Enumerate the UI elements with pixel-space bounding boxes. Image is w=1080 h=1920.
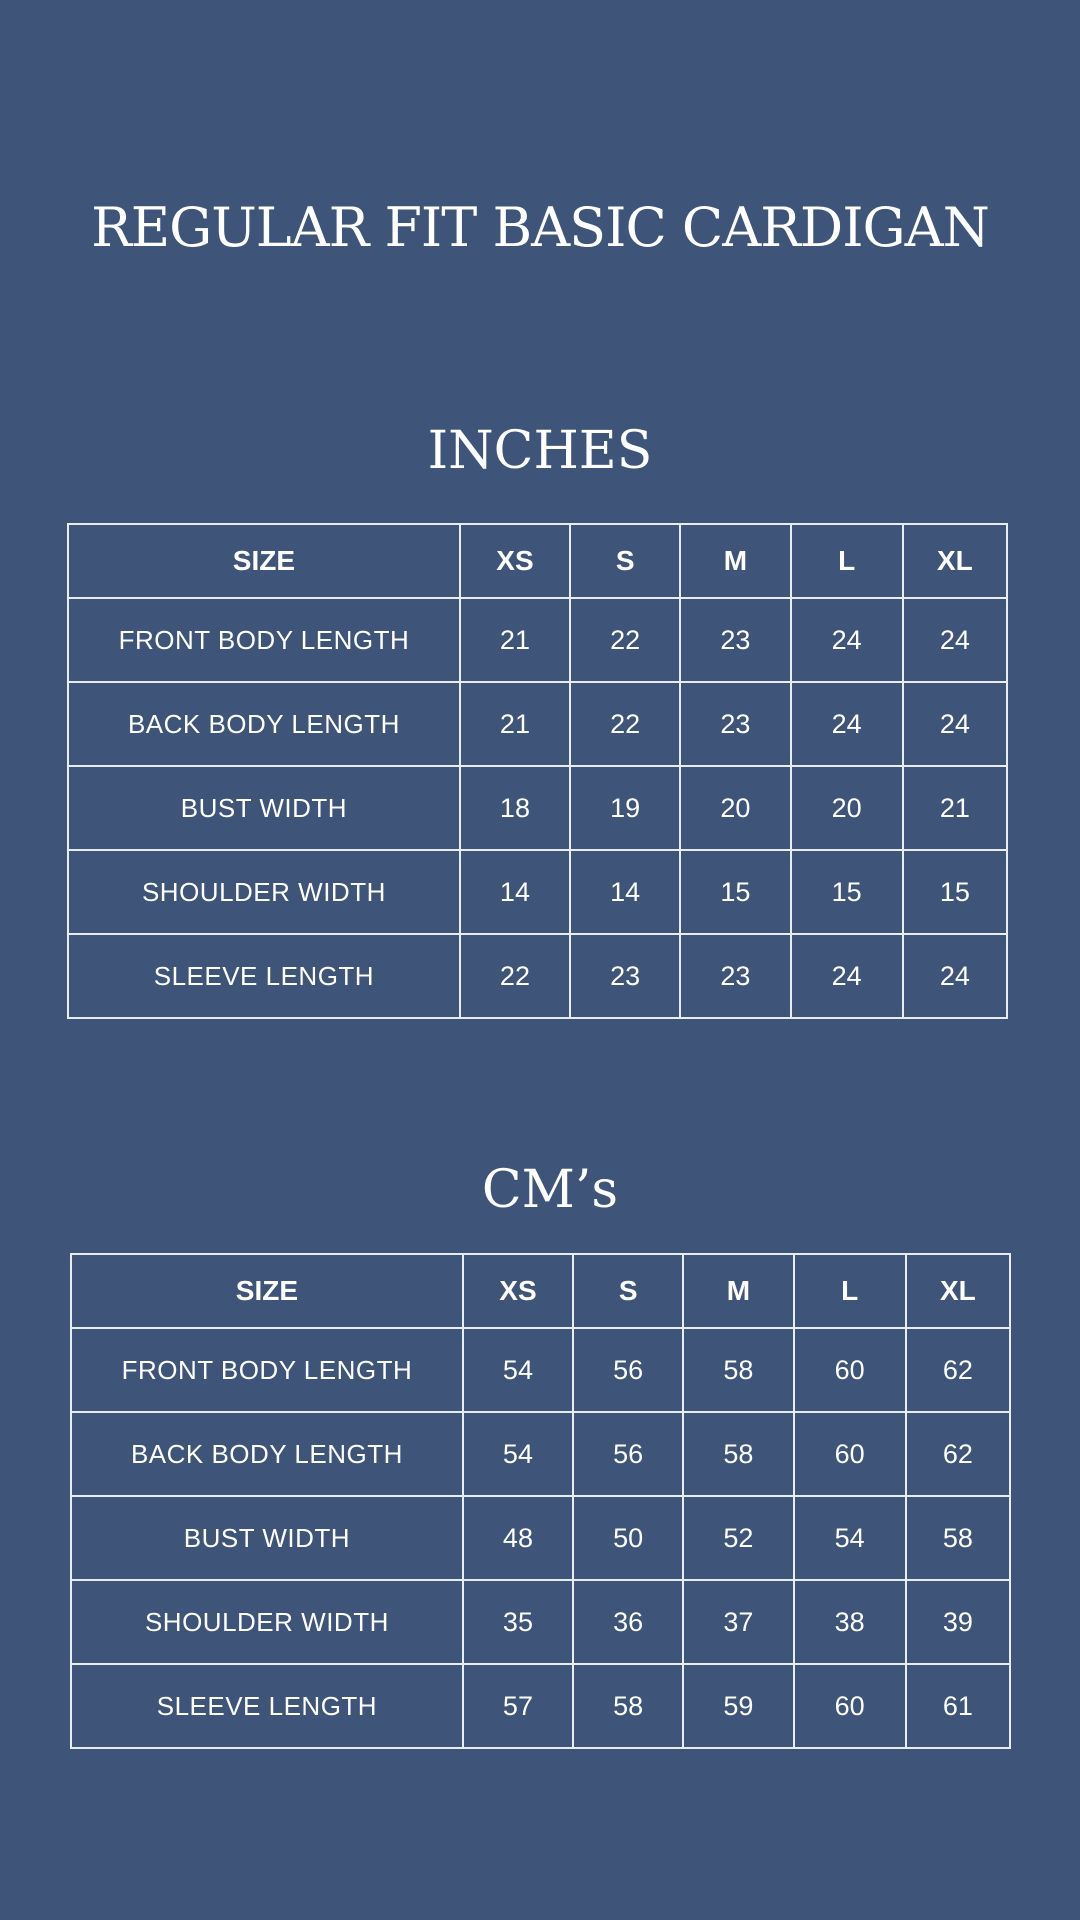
table-cell: 15 [791,850,903,934]
column-header-l: L [794,1254,906,1328]
table-cell: 21 [903,766,1007,850]
table-cell: 56 [573,1412,683,1496]
measurement-label: SHOULDER WIDTH [71,1580,463,1664]
table-cell: 37 [683,1580,793,1664]
table-cell: 60 [794,1412,906,1496]
table-cell: 61 [906,1664,1010,1748]
table-cell: 39 [906,1580,1010,1664]
table-cell: 36 [573,1580,683,1664]
table-row [71,1580,1010,1664]
table-cell: 35 [463,1580,573,1664]
measurement-label: SHOULDER WIDTH [68,850,460,934]
table-cell: 52 [683,1496,793,1580]
table-cell: 23 [680,934,790,1018]
table-cell: 48 [463,1496,573,1580]
table-cell: 14 [570,850,680,934]
table-cell: 23 [570,934,680,1018]
column-header-s: S [570,524,680,598]
column-header-l: L [791,524,903,598]
column-header-xs: XS [460,524,570,598]
table-cell: 54 [463,1328,573,1412]
table-row [71,1664,1010,1748]
inches-size-table [67,523,1008,1019]
table-row [68,598,1007,682]
table-header-row [68,524,1007,598]
column-header-m: M [683,1254,793,1328]
table-row [68,766,1007,850]
table-cell: 21 [460,598,570,682]
table-row [71,1496,1010,1580]
table-cell: 56 [573,1328,683,1412]
table-cell: 20 [680,766,790,850]
table-cell: 22 [570,682,680,766]
table-cell: 23 [680,682,790,766]
column-header-s: S [573,1254,683,1328]
centimeters-size-table [70,1253,1011,1749]
table-cell: 58 [906,1496,1010,1580]
column-header-xs: XS [463,1254,573,1328]
measurement-label: SLEEVE LENGTH [68,934,460,1018]
measurement-label: SLEEVE LENGTH [71,1664,463,1748]
table-row [68,934,1007,1018]
table-cell: 58 [683,1412,793,1496]
column-header-m: M [680,524,790,598]
table-cell: 18 [460,766,570,850]
table-cell: 54 [463,1412,573,1496]
table-cell: 60 [794,1664,906,1748]
table-cell: 57 [463,1664,573,1748]
column-header-size: SIZE [68,524,460,598]
measurement-label: FRONT BODY LENGTH [68,598,460,682]
table-cell: 24 [903,682,1007,766]
table-cell: 15 [680,850,790,934]
table-cell: 22 [460,934,570,1018]
table-row [68,850,1007,934]
table-cell: 54 [794,1496,906,1580]
measurement-label: BUST WIDTH [71,1496,463,1580]
table-cell: 24 [791,682,903,766]
table-cell: 15 [903,850,1007,934]
table-cell: 24 [903,934,1007,1018]
table-cell: 21 [460,682,570,766]
table-cell: 62 [906,1412,1010,1496]
table-cell: 24 [791,934,903,1018]
page-title: REGULAR FIT BASIC CARDIGAN [91,196,989,259]
column-header-size: SIZE [71,1254,463,1328]
table-cell: 60 [794,1328,906,1412]
centimeters-heading: CM’s [481,1160,619,1220]
table-cell: 19 [570,766,680,850]
table-cell: 59 [683,1664,793,1748]
measurement-label: BACK BODY LENGTH [68,682,460,766]
column-header-xl: XL [903,524,1007,598]
table-cell: 23 [680,598,790,682]
table-cell: 24 [791,598,903,682]
table-row [68,682,1007,766]
measurement-label: FRONT BODY LENGTH [71,1328,463,1412]
column-header-xl: XL [906,1254,1010,1328]
table-cell: 22 [570,598,680,682]
table-row [71,1412,1010,1496]
table-cell: 58 [683,1328,793,1412]
table-cell: 24 [903,598,1007,682]
table-cell: 62 [906,1328,1010,1412]
table-cell: 50 [573,1496,683,1580]
table-row [71,1328,1010,1412]
table-cell: 58 [573,1664,683,1748]
table-cell: 38 [794,1580,906,1664]
measurement-label: BACK BODY LENGTH [71,1412,463,1496]
inches-heading: INCHES [427,421,653,481]
table-header-row [71,1254,1010,1328]
table-cell: 20 [791,766,903,850]
table-cell: 14 [460,850,570,934]
measurement-label: BUST WIDTH [68,766,460,850]
